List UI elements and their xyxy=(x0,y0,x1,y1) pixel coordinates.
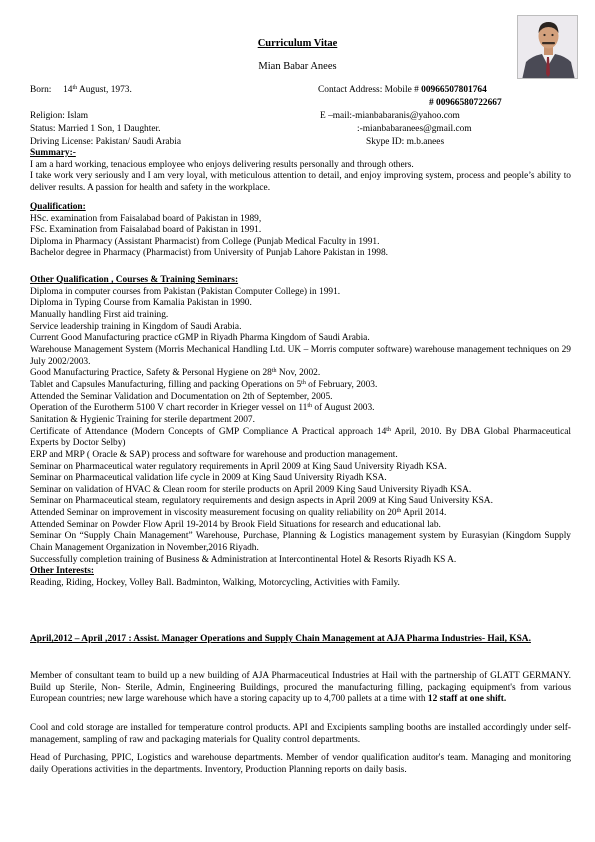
course-item: Certificate of Attendance (Modern Concepts of GMP Compliance A Practical approach 14th April, 2010. By DBA Global Pharmaceutical Experts by Doctor Selby) xyxy=(30,426,571,449)
born-day-sup: th xyxy=(72,85,78,91)
course-item: Sanitation & Hygienic Training for sterile department 2007. xyxy=(30,414,255,425)
course-item: Seminar on Pharmaceutical validation life cycle in 2009 at King Saud University Riyadh KSA. xyxy=(30,473,387,484)
course-item: Seminar on Pharmaceutical water regulatory requirements in April 2009 at King Saud University Riyadh KSA. xyxy=(30,461,447,472)
qualification-item: Diploma in Pharmacy (Assistant Pharmacist) from College (Punjab Medical Faculty in 1991. xyxy=(30,236,380,247)
course-item: Attended Seminar on Powder Flow April 19-2014 by Brook Field Situations for research and educational lab. xyxy=(30,519,441,530)
born-label: Born: xyxy=(30,85,52,95)
course-item: Successfully completion training of Business & Administration at Intercontinental Hotel & Resorts Riyadh KS A. xyxy=(30,554,457,565)
course-item: Tablet and Capsules Manufacturing, filling and packing Operations on 5th of February, 2003. xyxy=(30,379,378,390)
mobile-number-1: 00966507801764 xyxy=(421,85,487,95)
staff-note: 12 staff at one shift. xyxy=(427,694,507,705)
job-description-3: Head of Purchasing, PPIC, Logistics and warehouse departments. Member of vendor qualification auditor's team. Managing and monitoring daily Operations activities in the departments. Inventory, Production Planning reports on daily basis. xyxy=(30,753,571,775)
course-item: ERP and MRP ( Oracle & SAP) process and software for warehouse and production management. xyxy=(30,449,398,460)
course-item: Seminar on validation of HVAC & Clean room for sterile products on April 2009 King Saud University Riyadh KSA. xyxy=(30,484,472,495)
course-item: Seminar on Pharmaceutical steam, regulatory requirements and design aspects in April 2009 at King Saud University KSA. xyxy=(30,496,493,507)
religion: Religion: Islam xyxy=(30,111,89,121)
course-item: Attended Seminar on improvement in viscosity measurement focusing on quality reliability on 20th April 2014. xyxy=(30,508,447,519)
course-item: Diploma in computer courses from Pakistan (Pakistan Computer College) in 1991. xyxy=(30,286,341,297)
course-item: Seminar On “Supply Chain Management” Warehouse, Purchase, Planning & Logistics management system by Eurasyian (Kingdom Supply Chain Management Organization in November,2016 Riyadh. xyxy=(30,531,571,554)
qualification-item: FSc. Examination from Faisalabad board of Pakistan in 1991. xyxy=(30,225,262,236)
course-item: Diploma in Typing Course from Kamalia Pakistan in 1990. xyxy=(30,298,252,309)
contact-address xyxy=(318,85,487,96)
job-heading: April,2012 – April ,2017 : Assist. Manager Operations and Supply Chain Management at AJA Pharma Industries- Hail, KSA. xyxy=(30,634,531,644)
qualification-section xyxy=(30,202,571,260)
email-2: :-mianbabaranees@gmail.com xyxy=(357,124,472,134)
job-section xyxy=(30,634,571,646)
born-rest: August, 1973. xyxy=(77,85,132,95)
course-item: Current Good Manufacturing practice cGMP in Riyadh Pharma Kingdom of Saudi Arabia. xyxy=(30,333,370,344)
other-qualification-section xyxy=(30,275,571,590)
course-item: Service leadership training in Kingdom of Saudi Arabia. xyxy=(30,321,242,332)
course-item: Attended the Seminar Validation and Documentation on 2th of September, 2005. xyxy=(30,391,333,402)
course-item: Good Manufacturing Practice, Safety & Personal Hygiene on 28th Nov, 2002. xyxy=(30,368,321,379)
mobile-number-2: # 00966580722667 xyxy=(429,98,502,108)
marital-status: Status: Married 1 Son, 1 Daughter. xyxy=(30,124,161,134)
job-description-2: Cool and cold storage are installed for temperature control products. API and Excipients sampling booths are installed accordingly under self-management, sampling of raw and packaging materials for Quality control departments. xyxy=(30,723,571,745)
candidate-name: Mian Babar Anees xyxy=(258,61,337,72)
course-item: Operation of the Eurotherm 5100 V chart recorder in Krieger vessel on 11th of August 2003. xyxy=(30,403,375,414)
course-item: Manually handling First aid training. xyxy=(30,309,169,320)
interests-heading: Other Interests: xyxy=(30,566,94,577)
job-description-1: Member of consultant team to build up a new building of AJA Pharmaceutical Industries at Hail with the partnership of GLATT GERMANY. Build up Sterile, Non- Sterile, Admin, Engineering Buildings, procured the manufacturing filling, packaging equipment's from various European countries; new large warehouse which have a storing capacity up to 4,700 pallets at a time with 12 staff at one shift. xyxy=(30,671,571,705)
interests-text: Reading, Riding, Hockey, Volley Ball. Badminton, Walking, Motorcycling, Activities with Family. xyxy=(30,578,400,589)
birth-date xyxy=(30,85,132,96)
other-qualification-heading: Other Qualification , Courses & Training Seminars: xyxy=(30,275,239,285)
driving-license: Driving License: Pakistan/ Saudi Arabia xyxy=(30,137,182,147)
summary-heading: Summary:- xyxy=(30,148,76,158)
qualification-item: Bachelor degree in Pharmacy (Pharmacist) from University of Punjab Lahore Pakistan in 1998. xyxy=(30,248,388,259)
email-1: E –mail:-mianbabaranis@yahoo.com xyxy=(320,111,460,121)
qualification-item: HSc. examination from Faisalabad board of Pakistan in 1989, xyxy=(30,213,262,224)
document-title: Curriculum Vitae xyxy=(257,38,338,49)
skype-id: Skype ID: m.b.anees xyxy=(366,137,445,147)
course-item: Warehouse Management System (Morris Mechanical Handling Ltd. UK – Morris computer software) warehouse management techniques on 29 July 2002/2003. xyxy=(30,344,571,367)
summary-section xyxy=(30,148,571,194)
summary-text-2: I take work very seriously and I am very loyal, with meticulous attention to detail, and enjoy improving system, process and people’s ability to deliver results. A passion for health and safety in the workplace. xyxy=(30,171,571,193)
born-day: 14 xyxy=(63,85,73,95)
summary-text-1: I am a hard working, tenacious employee who enjoys delivering results personally and through others. xyxy=(30,159,414,170)
qualification-heading: Qualification: xyxy=(30,202,86,212)
address-label: Contact Address: Mobile # xyxy=(318,85,422,95)
